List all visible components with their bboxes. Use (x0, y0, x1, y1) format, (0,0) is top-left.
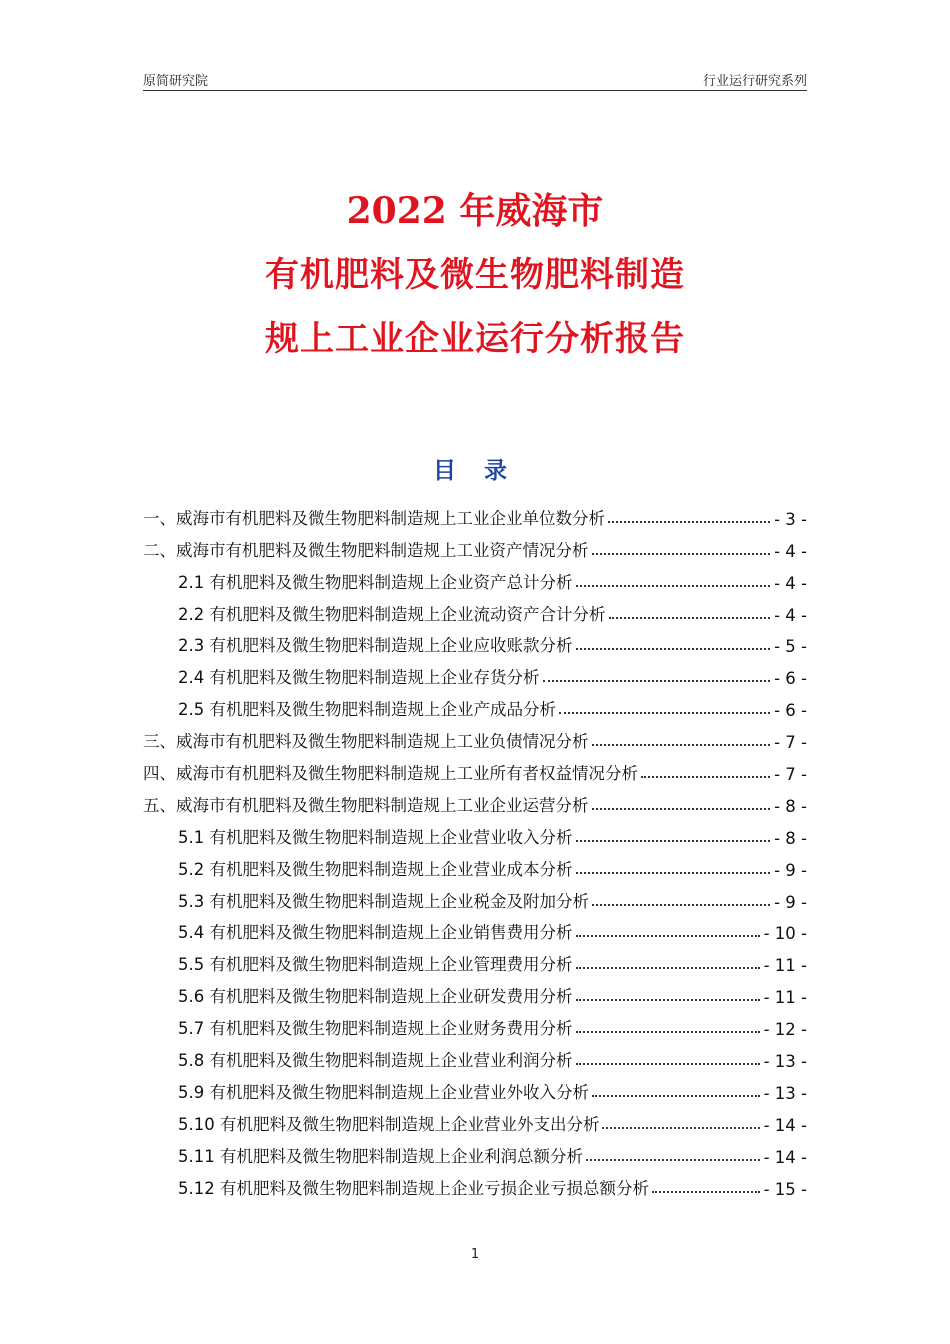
toc-entry[interactable] (143, 1007, 807, 1039)
title-line-3: 规上工业企业运行分析报告 (265, 319, 685, 359)
toc-dot-leader (602, 1127, 759, 1129)
toc-entry-title: 5.8 有机肥料及微生物肥料制造规上企业营业利润分析 (178, 1051, 573, 1071)
toc-entry-page: - 6 - (774, 701, 807, 721)
toc-dot-leader (592, 808, 771, 810)
toc-dot-leader (641, 776, 770, 778)
toc-entry-title: 5.3 有机肥料及微生物肥料制造规上企业税金及附加分析 (178, 891, 589, 911)
toc-entry-title: 5.6 有机肥料及微生物肥料制造规上企业研发费用分析 (178, 987, 573, 1007)
toc-entry-title: 2.4 有机肥料及微生物肥料制造规上企业存货分析 (178, 668, 540, 688)
toc-entry-page: - 12 - (763, 1020, 807, 1040)
toc-dot-leader (543, 680, 771, 682)
toc-entry-title: 2.3 有机肥料及微生物肥料制造规上企业应收账款分析 (178, 636, 573, 656)
toc-entry[interactable] (143, 593, 807, 625)
toc-entry-title: 5.7 有机肥料及微生物肥料制造规上企业财务费用分析 (178, 1019, 573, 1039)
toc-entry-title: 2.1 有机肥料及微生物肥料制造规上企业资产总计分析 (178, 572, 573, 592)
toc-entry[interactable] (143, 784, 807, 816)
header-institute: 原简研究院 (143, 74, 209, 89)
toc-entry[interactable] (143, 1135, 807, 1167)
toc-entry[interactable] (143, 497, 807, 529)
toc-entry-page: - 11 - (763, 988, 807, 1008)
toc-entry-title: 5.2 有机肥料及微生物肥料制造规上企业营业成本分析 (178, 859, 573, 879)
toc-entry-title: 5.11 有机肥料及微生物肥料制造规上企业利润总额分析 (178, 1146, 583, 1166)
toc-entry[interactable] (143, 529, 807, 561)
table-of-contents (143, 497, 807, 1199)
toc-entry-title: 5.10 有机肥料及微生物肥料制造规上企业营业外支出分析 (178, 1114, 600, 1134)
toc-entry-page: - 13 - (763, 1083, 807, 1103)
toc-dot-leader (608, 521, 770, 523)
toc-entry-title: 四、威海市有机肥料及微生物肥料制造规上工业所有者权益情况分析 (143, 764, 638, 784)
toc-entry[interactable] (143, 752, 807, 784)
toc-entry[interactable] (143, 720, 807, 752)
toc-entry-title: 三、威海市有机肥料及微生物肥料制造规上工业负债情况分析 (143, 732, 589, 752)
toc-entry-page: - 4 - (774, 573, 807, 593)
toc-entry-page: - 4 - (774, 541, 807, 561)
toc-entry[interactable] (143, 912, 807, 944)
toc-entry-page: - 7 - (774, 733, 807, 753)
toc-entry-title: 二、威海市有机肥料及微生物肥料制造规上工业资产情况分析 (143, 540, 589, 560)
toc-entry-page: - 14 - (763, 1115, 807, 1135)
toc-entry-page: - 3 - (774, 509, 807, 529)
toc-dot-leader (559, 712, 770, 714)
toc-dot-leader (586, 1159, 760, 1161)
toc-entry[interactable] (143, 975, 807, 1007)
toc-entry[interactable] (143, 816, 807, 848)
toc-entry[interactable] (143, 1071, 807, 1103)
toc-entry-title: 5.4 有机肥料及微生物肥料制造规上企业销售费用分析 (178, 923, 573, 943)
page-number: 1 (470, 1247, 480, 1262)
toc-entry-page: - 4 - (774, 605, 807, 625)
toc-dot-leader (576, 1063, 760, 1065)
toc-entry[interactable] (143, 943, 807, 975)
toc-entry-title: 5.9 有机肥料及微生物肥料制造规上企业营业外收入分析 (178, 1082, 589, 1102)
toc-entry-title: 2.5 有机肥料及微生物肥料制造规上企业产成品分析 (178, 700, 556, 720)
toc-entry[interactable] (143, 1167, 807, 1199)
toc-entry-title: 2.2 有机肥料及微生物肥料制造规上企业流动资产合计分析 (178, 604, 606, 624)
toc-dot-leader (576, 1031, 760, 1033)
header-divider (143, 90, 807, 91)
toc-entry[interactable] (143, 1039, 807, 1071)
toc-entry[interactable] (143, 561, 807, 593)
toc-dot-leader (592, 1095, 760, 1097)
toc-dot-leader (576, 648, 771, 650)
toc-dot-leader (592, 553, 771, 555)
toc-entry[interactable] (143, 1103, 807, 1135)
toc-dot-leader (652, 1191, 760, 1193)
toc-dot-leader (592, 744, 771, 746)
toc-entry-page: - 9 - (774, 892, 807, 912)
toc-entry-page: - 8 - (774, 796, 807, 816)
toc-dot-leader (576, 840, 771, 842)
toc-entry-title: 五、威海市有机肥料及微生物肥料制造规上工业企业运营分析 (143, 795, 589, 815)
toc-entry[interactable] (143, 688, 807, 720)
toc-entry-title: 5.5 有机肥料及微生物肥料制造规上企业管理费用分析 (178, 955, 573, 975)
toc-dot-leader (576, 935, 760, 937)
toc-dot-leader (609, 617, 771, 619)
toc-heading: 目 录 (432, 458, 517, 484)
toc-entry-page: - 13 - (763, 1052, 807, 1072)
toc-entry-title: 一、威海市有机肥料及微生物肥料制造规上工业企业单位数分析 (143, 508, 605, 528)
toc-dot-leader (576, 999, 760, 1001)
toc-dot-leader (592, 904, 770, 906)
toc-entry-page: - 9 - (774, 860, 807, 880)
toc-entry[interactable] (143, 880, 807, 912)
toc-dot-leader (576, 967, 760, 969)
toc-dot-leader (576, 872, 771, 874)
toc-entry[interactable] (143, 656, 807, 688)
toc-entry-title: 5.1 有机肥料及微生物肥料制造规上企业营业收入分析 (178, 827, 573, 847)
toc-dot-leader (576, 585, 771, 587)
title-line-2: 有机肥料及微生物肥料制造 (265, 255, 685, 295)
toc-entry-page: - 14 - (763, 1147, 807, 1167)
toc-entry-page: - 5 - (774, 637, 807, 657)
toc-entry-page: - 7 - (774, 765, 807, 785)
toc-entry[interactable] (143, 625, 807, 657)
toc-entry-page: - 8 - (774, 828, 807, 848)
toc-entry-page: - 6 - (774, 669, 807, 689)
toc-entry-title: 5.12 有机肥料及微生物肥料制造规上企业亏损企业亏损总额分析 (178, 1178, 649, 1198)
toc-entry-page: - 15 - (763, 1179, 807, 1199)
header-series: 行业运行研究系列 (702, 74, 807, 89)
toc-entry[interactable] (143, 848, 807, 880)
toc-entry-page: - 11 - (763, 956, 807, 976)
title-line-1: 2022 年威海市 (346, 190, 604, 232)
toc-entry-page: - 10 - (763, 924, 807, 944)
